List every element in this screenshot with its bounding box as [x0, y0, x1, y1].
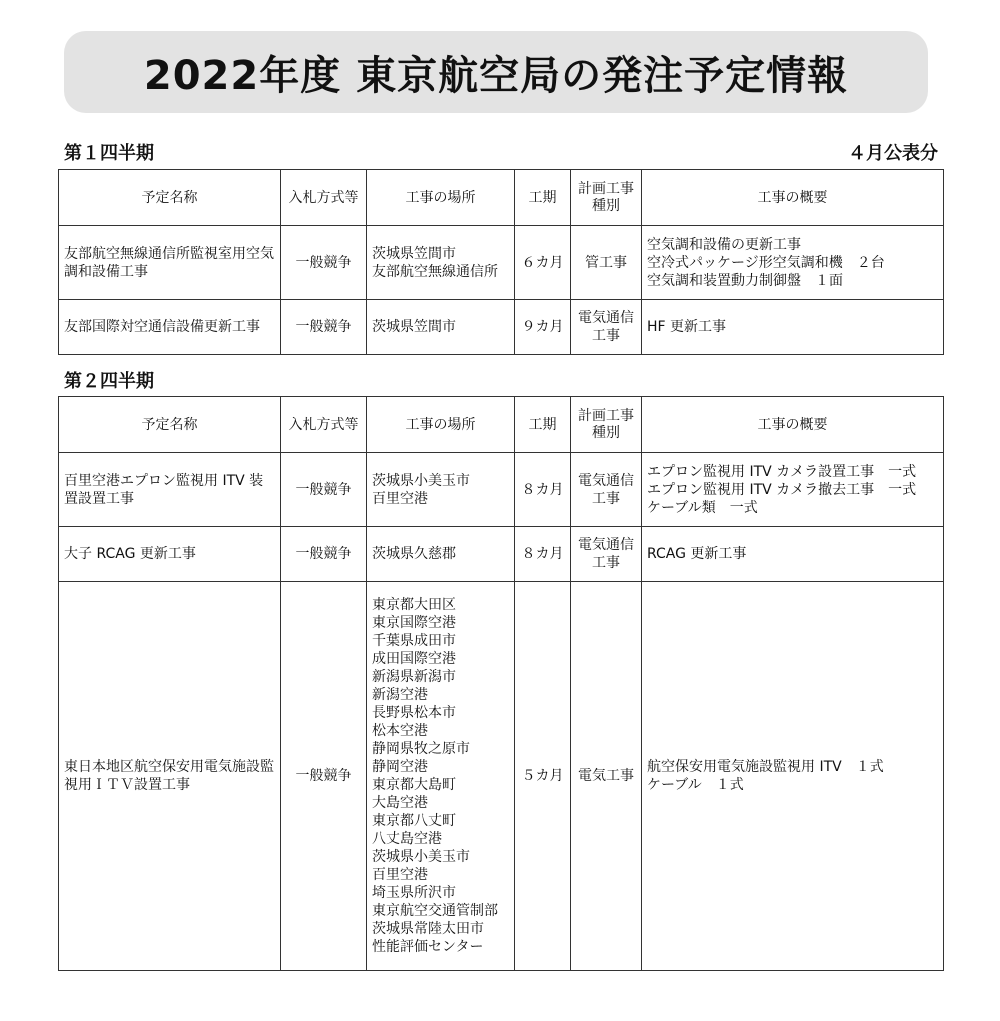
cell-location: 東京都大田区 東京国際空港 千葉県成田市 成田国際空港 新潟県新潟市 新潟空港 長野県松本市 松本空港 静岡県牧之原市 静岡空港 東京都大島町 大島空港 東京都八丈町 八丈島空港 茨城県小美玉市 百里空港 埼玉県所沢市 東京航空交通管制部 茨城県常陸太田市 性能評価センター	[367, 582, 515, 971]
header-summary: 工事の概要	[642, 397, 944, 453]
cell-method: 一般競争	[281, 453, 367, 527]
cell-location: 茨城県小美玉市 百里空港	[367, 453, 515, 527]
release-note: ４月公表分	[848, 143, 938, 164]
cell-method: 一般競争	[281, 582, 367, 971]
q1-table	[58, 169, 944, 355]
cell-period: ５カ月	[515, 582, 571, 971]
cell-method: 一般競争	[281, 527, 367, 582]
cell-name: 友部国際対空通信設備更新工事	[59, 300, 281, 355]
section-q2-label: 第２四半期	[64, 371, 154, 392]
cell-location: 茨城県笠間市	[367, 300, 515, 355]
page-title: 2022年度 東京航空局の発注予定情報	[143, 52, 849, 99]
header-type: 計画工事 種別	[571, 397, 642, 453]
cell-name: 友部航空無線通信所監視室用空気調和設備工事	[59, 226, 281, 300]
header-type: 計画工事 種別	[571, 170, 642, 226]
cell-location: 茨城県笠間市 友部航空無線通信所	[367, 226, 515, 300]
cell-period: ９カ月	[515, 300, 571, 355]
table-row	[59, 300, 944, 355]
cell-type: 管工事	[571, 226, 642, 300]
cell-type: 電気通信 工事	[571, 453, 642, 527]
cell-summary: エプロン監視用 ITV カメラ設置工事 一式 エプロン監視用 ITV カメラ撤去工事 一式 ケーブル類 一式	[642, 453, 944, 527]
header-name: 予定名称	[59, 397, 281, 453]
header-method: 入札方式等	[281, 170, 367, 226]
cell-period: ６カ月	[515, 226, 571, 300]
title-banner	[64, 31, 928, 113]
cell-type: 電気通信 工事	[571, 527, 642, 582]
header-location: 工事の場所	[367, 397, 515, 453]
cell-summary: RCAG 更新工事	[642, 527, 944, 582]
cell-method: 一般競争	[281, 300, 367, 355]
cell-type: 電気通信 工事	[571, 300, 642, 355]
cell-summary: HF 更新工事	[642, 300, 944, 355]
cell-name: 東日本地区航空保安用電気施設監視用ＩＴＶ設置工事	[59, 582, 281, 971]
table-row	[59, 527, 944, 582]
section-q1-label: 第１四半期	[64, 143, 154, 164]
cell-method: 一般競争	[281, 226, 367, 300]
table-row	[59, 226, 944, 300]
cell-period: ８カ月	[515, 453, 571, 527]
cell-summary: 空気調和設備の更新工事 空冷式パッケージ形空気調和機 ２台 空気調和装置動力制御盤 １面	[642, 226, 944, 300]
header-location: 工事の場所	[367, 170, 515, 226]
cell-period: ８カ月	[515, 527, 571, 582]
table-row	[59, 453, 944, 527]
cell-name: 大子 RCAG 更新工事	[59, 527, 281, 582]
cell-type: 電気工事	[571, 582, 642, 971]
header-summary: 工事の概要	[642, 170, 944, 226]
header-method: 入札方式等	[281, 397, 367, 453]
cell-location: 茨城県久慈郡	[367, 527, 515, 582]
table-header-row	[59, 170, 944, 226]
table-row	[59, 582, 944, 971]
header-period: 工期	[515, 397, 571, 453]
table-header-row	[59, 397, 944, 453]
cell-name: 百里空港エプロン監視用 ITV 装置設置工事	[59, 453, 281, 527]
header-name: 予定名称	[59, 170, 281, 226]
q2-table	[58, 396, 944, 971]
cell-summary: 航空保安用電気施設監視用 ITV １式 ケーブル １式	[642, 582, 944, 971]
header-period: 工期	[515, 170, 571, 226]
